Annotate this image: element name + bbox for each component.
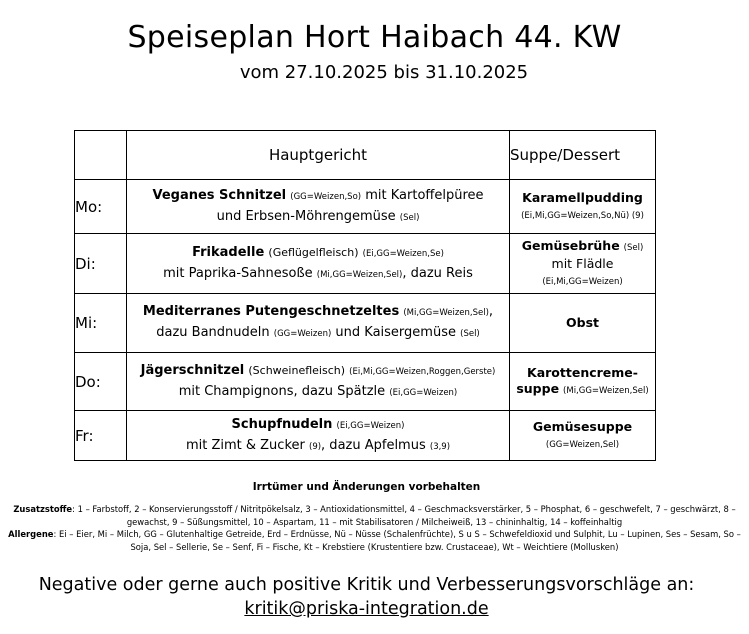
page-title: Speiseplan Hort Haibach 44. KW (127, 20, 622, 55)
allergens: (GG=Weizen,Sel) (545, 439, 620, 450)
side-dish-cell (510, 353, 656, 411)
feedback-email-link[interactable]: kritik@priska-integration.de (244, 599, 489, 619)
table-row-tuesday (75, 234, 656, 294)
header-day (75, 131, 127, 180)
allergens: (Ei,Mi,GG=Weizen,Roggen,Gerste) (349, 366, 496, 377)
main-dish-cell (127, 180, 510, 234)
table-row-monday (75, 180, 656, 234)
legend-text: : 1 – Farbstoff, 2 – Konservierungsstoff / Nitritpökelsalz, 3 – Antioxidationsmittel, 4 – Geschmacksverstärker, 5 – Phosphat, 6 – geschwefelt, 7 – geschwärzt, 8 – gewachst, 9 – Süßungsmittel, 10 – Aspartam, 11 – mit Stabilisatoren / Milcheiweiß, 13 – chininhaltig, 14 – koffeinhaltig (72, 504, 736, 527)
main-dish-cell (127, 294, 510, 353)
feedback-footer (0, 573, 733, 621)
side-dish-name: Karottencreme- (527, 364, 638, 380)
table-row-wednesday (75, 294, 656, 353)
main-dish-text: und Kaisergemüse (335, 325, 456, 340)
main-dish-name: Jägerschnitzel (140, 362, 245, 378)
side-dish-name: Karamellpudding (522, 189, 643, 205)
allergens: (Ei,GG=Weizen,Se) (362, 248, 444, 259)
header-main-dish: Hauptgericht (127, 131, 510, 180)
allergens: (Mi,GG=Weizen,Sel) (403, 308, 489, 318)
allergens: (Sel) (460, 329, 480, 339)
allergens: (9) (309, 441, 322, 452)
main-dish-name: Veganes Schnitzel (152, 187, 287, 203)
allergens: (Mi,GG=Weizen,Sel) (563, 385, 649, 396)
main-dish-cell (127, 234, 510, 294)
day-label: Fr: (75, 411, 127, 461)
side-dish-name: Gemüsesuppe (532, 418, 633, 434)
legend-label: Zusatzstoffe (13, 504, 73, 514)
menu-table (74, 130, 656, 461)
main-dish-text: und Erbsen-Möhrengemüse (216, 208, 396, 224)
side-dish-name: Gemüsebrühe (521, 237, 620, 253)
table-header-row (75, 131, 656, 180)
main-dish-name: Mediterranes Putengeschnetzeltes (142, 304, 400, 319)
side-dish-cell (510, 234, 656, 294)
disclaimer: Irrtümer und Änderungen vorbehalten (252, 481, 481, 493)
allergens: (GG=Weizen) (273, 329, 332, 339)
table-row-thursday (75, 353, 656, 411)
main-dish-text: , dazu Reis (402, 265, 473, 281)
main-dish-text: mit Champignons, dazu Spätzle (178, 383, 386, 399)
allergens: (Ei,Mi,GG=Weizen,So,Nü) (9) (521, 210, 644, 221)
header-soup-dessert: Suppe/Dessert (510, 131, 656, 180)
day-label: Mi: (75, 294, 127, 353)
allergens: (Ei,GG=Weizen) (336, 420, 405, 431)
allergens: (Ei,GG=Weizen) (389, 387, 458, 398)
main-dish-cell (127, 411, 510, 461)
date-range: vom 27.10.2025 bis 31.10.2025 (239, 62, 529, 83)
main-dish-text: , (488, 304, 494, 319)
side-dish-name: suppe (516, 380, 560, 396)
table-row-friday (75, 411, 656, 461)
feedback-text: Negative oder gerne auch positive Kritik und Verbesserungsvorschläge an: (38, 575, 695, 595)
legend-label: Allergene (8, 529, 54, 539)
day-label: Di: (75, 234, 127, 294)
allergens: (Ei,Mi,GG=Weizen) (542, 276, 623, 287)
allergens: (Sel) (623, 242, 644, 253)
main-dish-text: , dazu Apfelmus (321, 437, 426, 453)
main-dish-text: mit Zimt & Zucker (185, 437, 305, 453)
side-dish-cell (510, 180, 656, 234)
meat-detail: (Schweinefleisch) (248, 363, 346, 377)
allergens: (GG=Weizen,So) (290, 191, 362, 202)
legend-text: : Ei – Eier, Mi – Milch, GG – Glutenhaltige Getreide, Erd – Erdnüsse, Nü – Nüsse (Schalenfrüchte), S u S – Schwefeldioxid und Sulphit, Lu – Lupinen, Ses – Sesam, So – Soja, Sel – Sellerie, Se – Senf, Fi – Fische, Kt – Krebstiere (Krustentiere bzw. Crustaceae), Wt – Weichtiere (Mollusken) (53, 529, 741, 552)
main-dish-text: mit Paprika-Sahnesoße (163, 265, 313, 281)
allergens: (3,9) (429, 441, 451, 452)
side-dish-text: mit Flädle (551, 255, 614, 271)
day-label: Do: (75, 353, 127, 411)
side-dish-cell (510, 411, 656, 461)
legend (6, 503, 743, 553)
meat-detail: (Geflügelfleisch) (268, 245, 359, 259)
side-dish-cell (510, 294, 656, 353)
main-dish-name: Schupfnudeln (231, 416, 333, 432)
main-dish-text: mit Kartoffelpüree (365, 187, 484, 203)
main-dish-cell (127, 353, 510, 411)
main-dish-text: dazu Bandnudeln (156, 325, 270, 340)
main-dish-name: Frikadelle (192, 244, 265, 260)
allergens: (Mi,GG=Weizen,Sel) (316, 269, 403, 280)
day-label: Mo: (75, 180, 127, 234)
side-dish-name: Obst (566, 315, 599, 330)
allergens: (Sel) (399, 212, 420, 223)
